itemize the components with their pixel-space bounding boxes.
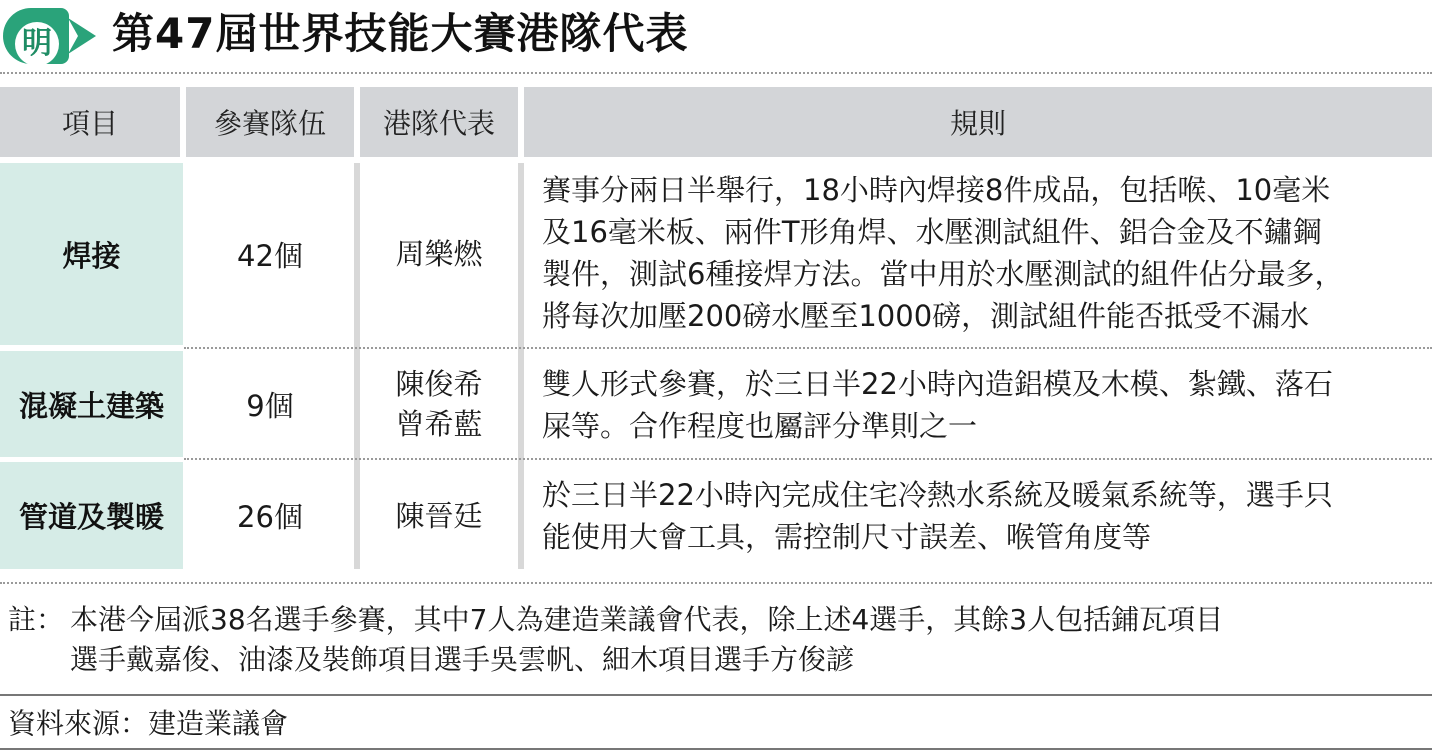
- divider: [0, 72, 1432, 74]
- table-row-rules: [524, 163, 1432, 345]
- divider: [0, 748, 1432, 750]
- rule-line: 將每次加壓200磅水壓至1000磅，測試組件能否抵受不漏水: [542, 299, 1310, 333]
- divider: [0, 694, 1432, 696]
- row-divider: [184, 347, 1432, 349]
- rule-line: 能使用大會工具，需控制尺寸誤差、喉管角度等: [542, 520, 1152, 554]
- table-row-rules: [524, 462, 1432, 569]
- page-title: 第47屆世界技能大賽港隊代表: [112, 9, 689, 58]
- arrow-icon: [66, 14, 100, 58]
- table-row-teams: 9個: [246, 388, 294, 423]
- rep-name: 陳俊希: [395, 367, 483, 401]
- row-divider: [184, 458, 1432, 460]
- table-row-rules: [524, 351, 1432, 457]
- rule-line: 屎等。合作程度也屬評分準則之一: [542, 409, 978, 443]
- rep-name: 曾希藍: [395, 407, 483, 441]
- table-row-reps: [360, 163, 518, 345]
- column-header-teams: 參賽隊伍: [186, 87, 354, 157]
- footnote-label: 註：: [8, 603, 65, 636]
- table-row-project: 混凝土建築: [0, 351, 183, 457]
- rule-line: 及16毫米板、兩件T形角焊、水壓測試組件、鋁合金及不鏽鋼: [542, 215, 1322, 249]
- table-row-reps: [360, 462, 518, 569]
- column-header-reps: 港隊代表: [360, 87, 518, 157]
- logo-mark: 明: [15, 22, 59, 66]
- table-row-reps: [360, 351, 518, 457]
- footnote-text: [70, 600, 1425, 680]
- rule-line: 於三日半22小時內完成住宅冷熱水系統及暖氣系統等，選手只: [542, 478, 1333, 512]
- table-row-teams: 26個: [237, 500, 303, 534]
- rep-name: 周樂燃: [395, 237, 483, 271]
- footnote-line: 本港今屆派38名選手參賽，其中7人為建造業議會代表，除上述4選手，其餘3人包括鋪瓦項目: [70, 603, 1224, 636]
- rule-line: 雙人形式參賽，於三日半22小時內造鋁模及木模、紮鐵、落石: [542, 367, 1333, 401]
- logo: [3, 8, 69, 64]
- column-header-rules: 規則: [524, 87, 1432, 157]
- table-row-teams: 42個: [237, 238, 303, 273]
- table-row-project: 管道及製暖: [0, 462, 183, 569]
- rule-line: 製件，測試6種接焊方法。當中用於水壓測試的組件佔分最多，: [542, 257, 1344, 291]
- header: [0, 0, 1432, 70]
- column-header-project: 項目: [0, 87, 180, 157]
- table-row-project: 焊接: [0, 163, 183, 345]
- rep-name: 陳晉廷: [395, 498, 483, 533]
- rule-line: 賽事分兩日半舉行，18小時內焊接8件成品，包括喉、10毫米: [542, 173, 1331, 207]
- source-credit: 資料來源：建造業議會: [8, 707, 289, 740]
- footnote-line: 選手戴嘉俊、油漆及裝飾項目選手吳雲帆、細木項目選手方俊諺: [70, 643, 855, 676]
- divider: [0, 582, 1432, 584]
